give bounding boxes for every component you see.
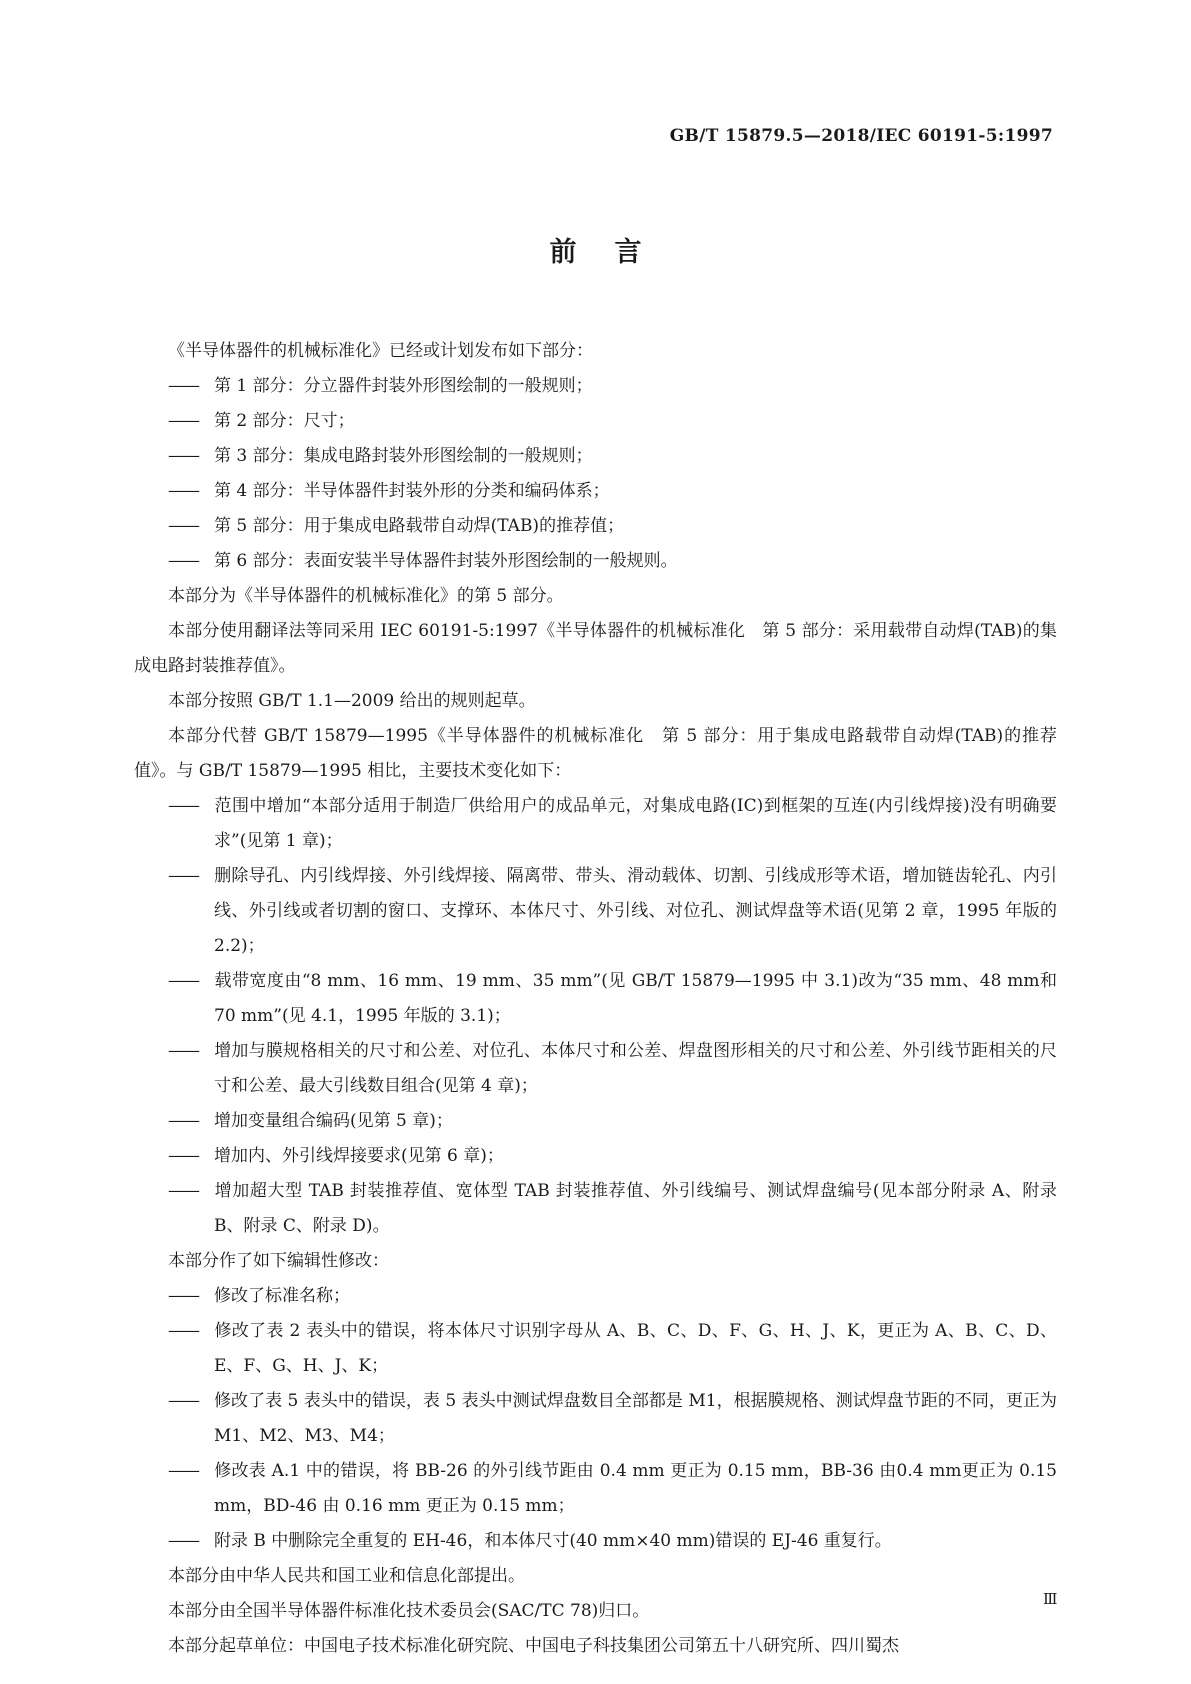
part-item-text: 第 2 部分：尺寸； <box>214 411 355 431</box>
editorial-change-text: 修改了表 5 表头中的错误，表 5 表头中测试焊盘数目全部都是 M1，根据膜规格、测试焊盘节距的不同，更正为 M1、M2、M3、M4； <box>214 1391 1057 1446</box>
dash-mark: —— <box>168 1286 198 1306</box>
dash-mark: —— <box>168 551 198 571</box>
paragraph-drafters: 本部分起草单位：中国电子技术标准化研究院、中国电子科技集团公司第五十八研究所、四川蜀杰 <box>168 1636 899 1656</box>
part-item-text: 第 6 部分：表面安装半导体器件封装外形图绘制的一般规则。 <box>214 551 678 571</box>
dash-mark: —— <box>168 411 198 431</box>
page-title: 前言 <box>549 237 680 268</box>
standard-code: GB/T 15879.5—2018/IEC 60191-5:1997 <box>669 126 1053 146</box>
list-item <box>134 544 1057 579</box>
dash-mark: —— <box>168 796 198 816</box>
technical-change-text: 增加与膜规格相关的尺寸和公差、对位孔、本体尺寸和公差、焊盘图形相关的尺寸和公差、外引线节距相关的尺寸和公差、最大引线数目组合(见第 4 章)； <box>214 1041 1057 1096</box>
part-item-text: 第 4 部分：半导体器件封装外形的分类和编码体系； <box>214 481 610 501</box>
list-item <box>134 1174 1057 1244</box>
dash-mark: —— <box>168 1181 198 1201</box>
dash-mark: —— <box>168 481 198 501</box>
part-item-text: 第 3 部分：集成电路封装外形图绘制的一般规则； <box>214 446 593 466</box>
technical-change-text: 载带宽度由“8 mm、16 mm、19 mm、35 mm”(见 GB/T 15879—1995 中 3.1)改为“35 mm、48 mm和 70 mm”(见 4.1，1995 年版的 3.1)； <box>214 971 1057 1026</box>
paragraph-editorial-intro: 本部分作了如下编辑性修改： <box>168 1251 389 1271</box>
technical-change-text: 增加内、外引线焊接要求(见第 6 章)； <box>214 1146 504 1166</box>
part-item-text: 第 1 部分：分立器件封装外形图绘制的一般规则； <box>214 376 593 396</box>
technical-change-text: 删除导孔、内引线焊接、外引线焊接、隔离带、带头、滑动载体、切割、引线成形等术语，增加链齿轮孔、内引线、外引线或者切割的窗口、支撑环、本体尺寸、外引线、对位孔、测试焊盘等术语(见第 2 章，1995 年版的 2.2)； <box>214 866 1057 956</box>
dash-mark: —— <box>168 1111 198 1131</box>
editorial-change-text: 修改了表 2 表头中的错误，将本体尺寸识别字母从 A、B、C、D、F、G、H、J、K，更正为 A、B、C、D、E、F、G、H、J、K； <box>214 1321 1057 1376</box>
dash-mark: —— <box>168 1041 198 1061</box>
dash-mark: —— <box>168 1391 198 1411</box>
list-item <box>134 1139 1057 1174</box>
paragraph-proposed-by: 本部分由中华人民共和国工业和信息化部提出。 <box>168 1566 525 1586</box>
page-number: Ⅲ <box>1043 1590 1058 1608</box>
list-item <box>134 1524 1057 1559</box>
foreword-body <box>134 334 1057 1664</box>
dash-mark: —— <box>168 1146 198 1166</box>
list-item <box>134 369 1057 404</box>
dash-mark: —— <box>168 1461 198 1481</box>
technical-change-text: 范围中增加“本部分适用于制造厂供给用户的成品单元，对集成电路(IC)到框架的互连(内引线焊接)没有明确要求”(见第 1 章)； <box>214 796 1057 851</box>
dash-mark: —— <box>168 516 198 536</box>
list-item <box>134 404 1057 439</box>
editorial-change-text: 修改表 A.1 中的错误，将 BB-26 的外引线节距由 0.4 mm 更正为 0.15 mm，BB-36 由0.4 mm更正为 0.15 mm，BD-46 由 0.16 mm 更正为 0.15 mm； <box>214 1461 1057 1516</box>
list-item <box>134 474 1057 509</box>
dash-mark: —— <box>168 446 198 466</box>
list-item <box>134 1104 1057 1139</box>
technical-change-text: 增加超大型 TAB 封装推荐值、宽体型 TAB 封装推荐值、外引线编号、测试焊盘编号(见本部分附录 A、附录 B、附录 C、附录 D)。 <box>214 1181 1057 1236</box>
dash-mark: —— <box>168 1531 198 1551</box>
list-item <box>134 964 1057 1034</box>
dash-mark: —— <box>168 866 198 886</box>
paragraph-replaces: 本部分代替 GB/T 15879—1995《半导体器件的机械标准化 第 5 部分：用于集成电路载带自动焊(TAB)的推荐值》。与 GB/T 15879—1995 相比，主要技术变化如下： <box>134 726 1057 781</box>
paragraph-this-part: 本部分为《半导体器件的机械标准化》的第 5 部分。 <box>168 586 564 606</box>
dash-mark: —— <box>168 376 198 396</box>
part-item-text: 第 5 部分：用于集成电路载带自动焊(TAB)的推荐值； <box>214 516 625 536</box>
list-item <box>134 1454 1057 1524</box>
editorial-change-text: 附录 B 中删除完全重复的 EH-46，和本体尺寸(40 mm×40 mm)错误的 EJ-46 重复行。 <box>214 1531 892 1551</box>
editorial-change-text: 修改了标准名称； <box>214 1286 350 1306</box>
list-item <box>134 1279 1057 1314</box>
list-item <box>134 1384 1057 1454</box>
list-item <box>134 859 1057 964</box>
list-item <box>134 1314 1057 1384</box>
list-item <box>134 439 1057 474</box>
list-item <box>134 509 1057 544</box>
paragraph-drafting-rules: 本部分按照 GB/T 1.1—2009 给出的规则起草。 <box>168 691 536 711</box>
list-item <box>134 1034 1057 1104</box>
dash-mark: —— <box>168 1321 198 1341</box>
technical-change-text: 增加变量组合编码(见第 5 章)； <box>214 1111 453 1131</box>
paragraph-translation: 本部分使用翻译法等同采用 IEC 60191-5:1997《半导体器件的机械标准化 第 5 部分：采用载带自动焊(TAB)的集成电路封装推荐值》。 <box>134 621 1057 676</box>
paragraph-series: 《半导体器件的机械标准化》已经或计划发布如下部分： <box>168 341 593 361</box>
paragraph-centralized-by: 本部分由全国半导体器件标准化技术委员会(SAC/TC 78)归口。 <box>168 1601 650 1621</box>
dash-mark: —— <box>168 971 198 991</box>
list-item <box>134 789 1057 859</box>
